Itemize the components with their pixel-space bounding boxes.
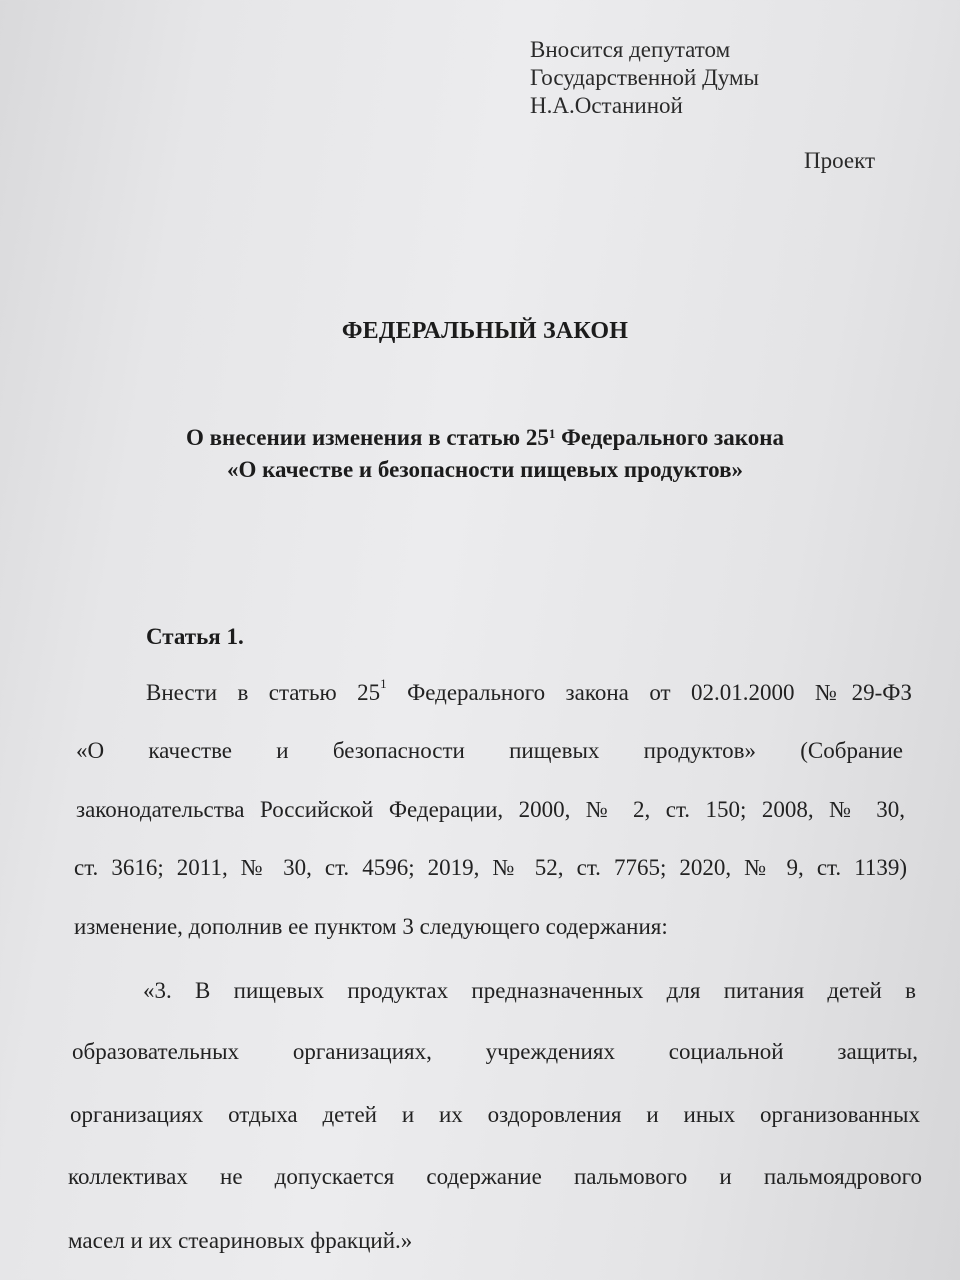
paragraph-line: коллективах не допускается содержание пальмового и пальмоядрового (68, 1164, 922, 1189)
submitter-line: Вносится депутатом (530, 37, 731, 62)
subtitle-text: О внесении изменения в статью 25 (186, 425, 549, 450)
submitter-block (530, 36, 759, 120)
subtitle-superscript: 1 (548, 426, 556, 441)
law-type-title: ФЕДЕРАЛЬНЫЙ ЗАКОН (341, 318, 629, 344)
paragraph-line: «3. В пищевых продуктах предназначенных для питания детей в (143, 978, 916, 1003)
paragraph-line: ст. 3616; 2011, № 30, ст. 4596; 2019, № 52, ст. 7765; 2020, № 9, ст. 1139) (74, 855, 907, 880)
paragraph-line: масел и их стеариновых фракций.» (68, 1228, 413, 1253)
paragraph-line: организациях отдыха детей и их оздоровления и иных организованных (70, 1102, 920, 1127)
article-superscript: 1 (380, 676, 387, 691)
submitter-line: Н.А.Останиной (530, 93, 683, 118)
law-subtitle (0, 422, 960, 486)
paragraph-line: изменение, дополнив ее пунктом 3 следующего содержания: (74, 914, 668, 939)
subtitle-text: Федерального закона (555, 425, 784, 450)
law-subtitle-line-2: «О качестве и безопасности пищевых продуктов» (226, 457, 744, 482)
submitter-line: Государственной Думы (530, 65, 759, 90)
paragraph-line: образовательных организациях, учреждениях социальной защиты, (72, 1039, 918, 1064)
text-run: Федерального закона от 02.01.2000 №29-ФЗ (386, 680, 912, 705)
paragraph-line: законодательства Российской Федерации, 2000, № 2, ст. 150; 2008, № 30, (76, 797, 905, 822)
law-subtitle-line-1 (0, 422, 960, 454)
paragraph-line (146, 676, 912, 706)
paragraph-line: «О качестве и безопасности пищевых продуктов» (Собрание (76, 738, 903, 763)
project-label: Проект (804, 148, 876, 173)
article-heading: Статья 1. (146, 624, 244, 649)
text-run: Внести в статью 25 (146, 680, 381, 705)
